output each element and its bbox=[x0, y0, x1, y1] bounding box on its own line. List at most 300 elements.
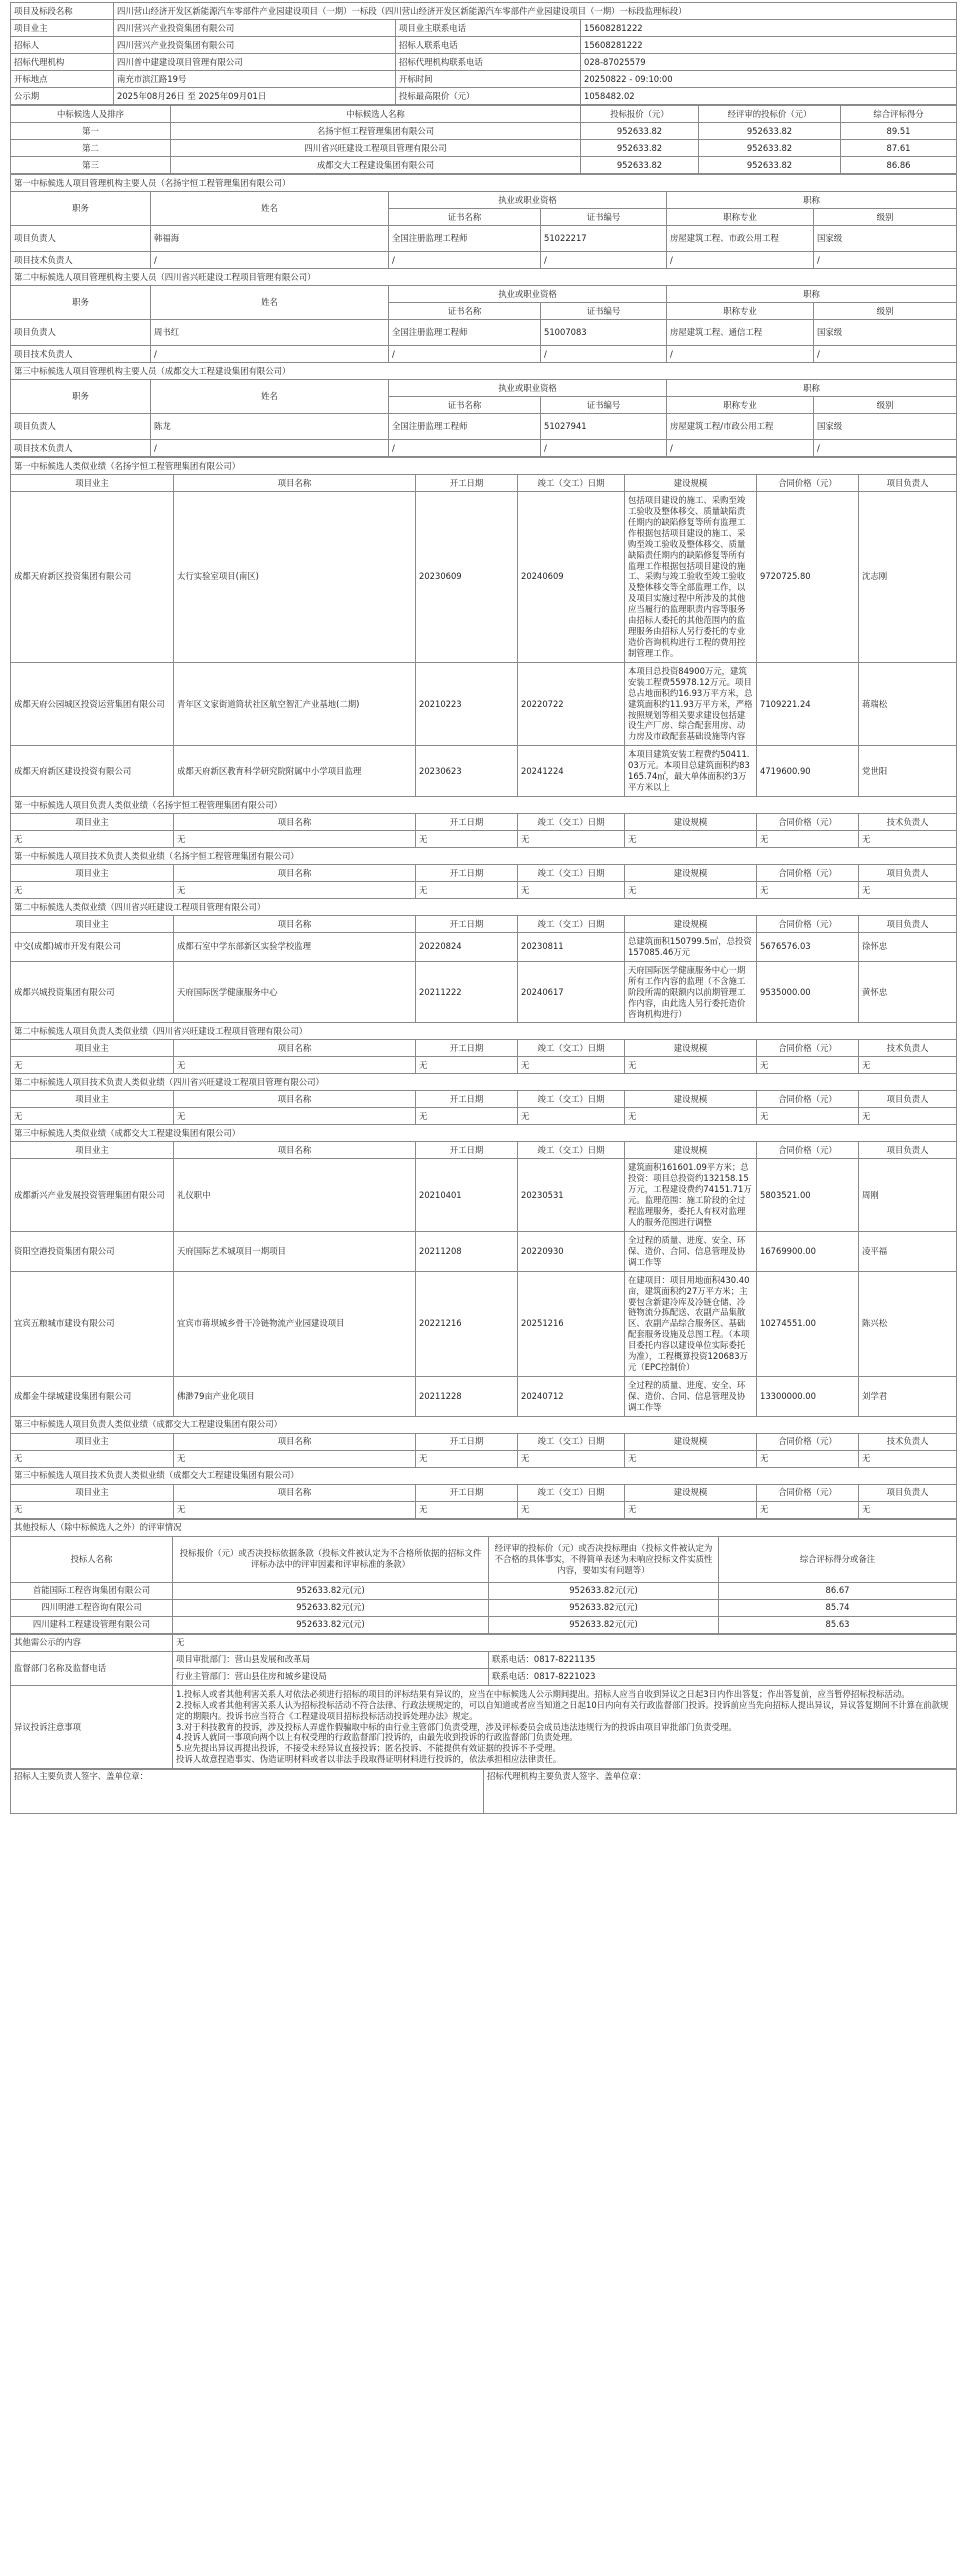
col-header: 项目名称 bbox=[174, 475, 416, 492]
table-row bbox=[11, 1159, 957, 1232]
cell: 第一 bbox=[11, 123, 171, 140]
cell: 无 bbox=[174, 1108, 416, 1125]
table-row bbox=[11, 830, 957, 847]
cell: 礼仪职中 bbox=[174, 1159, 416, 1232]
col-header: 级别 bbox=[814, 303, 957, 320]
cell: 无 bbox=[11, 1057, 174, 1074]
cell: 952633.82元(元) bbox=[489, 1616, 719, 1633]
info-label: 招标人联系电话 bbox=[396, 37, 581, 54]
cell: 无 bbox=[11, 1501, 174, 1518]
section-title: 第二中标候选人项目管理机构主要人员（四川省兴旺建设工程项目管理有限公司） bbox=[11, 269, 957, 286]
col-header: 技术负责人 bbox=[859, 1040, 957, 1057]
cell: 黄怀忠 bbox=[859, 961, 957, 1023]
cell: 无 bbox=[859, 1450, 957, 1467]
cell: 国家级 bbox=[814, 226, 957, 252]
col-header: 项目业主 bbox=[11, 1091, 174, 1108]
col-header: 项目负责人 bbox=[859, 1091, 957, 1108]
cell: / bbox=[541, 252, 667, 269]
cell: 房屋建筑工程、通信工程 bbox=[667, 320, 814, 346]
cell: 无 bbox=[625, 1108, 757, 1125]
table-header: 经评审的投标价（元） bbox=[699, 106, 841, 123]
col-header: 建设规模 bbox=[625, 475, 757, 492]
cell: 成都天府公园城区投资运营集团有限公司 bbox=[11, 662, 174, 745]
cell: 20251216 bbox=[518, 1271, 625, 1376]
cell: 天府国际医学健康服务中心 bbox=[174, 961, 416, 1023]
supervision-dept: 项目审批部门：营山县发展和改革局 bbox=[173, 1651, 489, 1668]
cell: 首能国际工程咨询集团有限公司 bbox=[11, 1582, 173, 1599]
col-header: 职称专业 bbox=[667, 397, 814, 414]
table-header: 综合评标得分 bbox=[841, 106, 957, 123]
col-header: 证书名称 bbox=[389, 397, 541, 414]
col-header: 姓名 bbox=[151, 192, 389, 226]
table-row bbox=[11, 414, 957, 440]
cell: 成都金牛绿城建设集团有限公司 bbox=[11, 1377, 174, 1417]
col-header: 项目名称 bbox=[174, 1484, 416, 1501]
section-title: 其他投标人（除中标候选人之外）的评审情况 bbox=[11, 1519, 957, 1536]
cell: 无 bbox=[174, 1057, 416, 1074]
col-header: 合同价格（元） bbox=[757, 813, 859, 830]
cell: 20221216 bbox=[416, 1271, 518, 1376]
cell: 无 bbox=[757, 1450, 859, 1467]
cell: 无 bbox=[174, 830, 416, 847]
table-row bbox=[11, 252, 957, 269]
supervision-label: 监督部门名称及监督电话 bbox=[11, 1651, 173, 1685]
col-header: 证书编号 bbox=[541, 397, 667, 414]
others-table bbox=[10, 1519, 957, 1634]
section-title: 第三中标候选人类似业绩（成都交大工程建设集团有限公司） bbox=[11, 1125, 957, 1142]
col-header: 姓名 bbox=[151, 286, 389, 320]
cell: 周刚 bbox=[859, 1159, 957, 1232]
cell: 无 bbox=[859, 1057, 957, 1074]
table-row bbox=[11, 1450, 957, 1467]
table-row bbox=[11, 1501, 957, 1518]
cell: / bbox=[814, 440, 957, 457]
cell: 韩福海 bbox=[151, 226, 389, 252]
cell: 国家级 bbox=[814, 320, 957, 346]
col-header: 开工日期 bbox=[416, 1433, 518, 1450]
col-header: 建设规模 bbox=[625, 1484, 757, 1501]
info-label: 开标地点 bbox=[11, 71, 114, 88]
info-value: 四川营兴产业投资集团有限公司 bbox=[114, 37, 396, 54]
objection-label: 异议投诉注意事项 bbox=[11, 1685, 173, 1768]
cell: / bbox=[389, 346, 541, 363]
col-header: 职务 bbox=[11, 192, 151, 226]
cell: 国家级 bbox=[814, 414, 957, 440]
col-header: 竣工（交工）日期 bbox=[518, 864, 625, 881]
col-header: 项目负责人 bbox=[859, 1484, 957, 1501]
cell: 陈兴松 bbox=[859, 1271, 957, 1376]
info-value: 15608281222 bbox=[581, 20, 957, 37]
col-header: 合同价格（元） bbox=[757, 864, 859, 881]
candidates-table bbox=[10, 105, 957, 174]
cell: 20230623 bbox=[416, 746, 518, 797]
col-header: 证书编号 bbox=[541, 209, 667, 226]
table-row bbox=[11, 1057, 957, 1074]
col-header: 执业或职业资格 bbox=[389, 286, 667, 303]
table-row bbox=[11, 140, 957, 157]
cell: 成都兴城投资集团有限公司 bbox=[11, 961, 174, 1023]
col-header: 执业或职业资格 bbox=[389, 380, 667, 397]
cell: 成都石室中学东部新区实验学校监理 bbox=[174, 932, 416, 961]
objection-item: 2.投标人或者其他利害关系人认为招标投标活动不符合法律、行政法规规定的，可以自知道或者应当知道之日起10日内向有关行政监督部门投诉。投诉前应当先向招标人提出异议，异议答复期间不计算在前款规定的期限内。投诉书应当符合《工程建设项目招标投标活动投诉处理办法》规定。 bbox=[176, 1699, 949, 1721]
cell: 全国注册监理工程师 bbox=[389, 320, 541, 346]
info-label: 投标最高限价（元） bbox=[396, 88, 581, 105]
cell: 20240617 bbox=[518, 961, 625, 1023]
cell: 952633.82元(元) bbox=[173, 1599, 489, 1616]
performance-table bbox=[10, 457, 957, 1519]
table-row bbox=[11, 1271, 957, 1376]
table-row bbox=[11, 662, 957, 745]
col-header: 合同价格（元） bbox=[757, 1484, 859, 1501]
cell: 项目技术负责人 bbox=[11, 346, 151, 363]
col-header: 项目负责人 bbox=[859, 475, 957, 492]
cell: 成都交大工程建设集团有限公司 bbox=[171, 157, 581, 174]
cell: 无 bbox=[518, 1108, 625, 1125]
cell: 无 bbox=[174, 1450, 416, 1467]
cell: 无 bbox=[11, 1450, 174, 1467]
col-header: 项目名称 bbox=[174, 864, 416, 881]
section-title: 第三中标候选人项目管理机构主要人员（成都交大工程建设集团有限公司） bbox=[11, 363, 957, 380]
col-header: 项目业主 bbox=[11, 1484, 174, 1501]
cell: 20211222 bbox=[416, 961, 518, 1023]
table-row bbox=[11, 746, 957, 797]
section-title: 第一中标候选人项目技术负责人类似业绩（名扬宇恒工程管理集团有限公司） bbox=[11, 847, 957, 864]
cell: 5676576.03 bbox=[757, 932, 859, 961]
section-title: 第三中标候选人项目负责人类似业绩（成都交大工程建设集团有限公司） bbox=[11, 1416, 957, 1433]
col-header: 合同价格（元） bbox=[757, 1142, 859, 1159]
table-row bbox=[11, 123, 957, 140]
cell: 无 bbox=[859, 881, 957, 898]
col-header: 职务 bbox=[11, 380, 151, 414]
cell: 89.51 bbox=[841, 123, 957, 140]
table-row bbox=[11, 226, 957, 252]
cell: 9535000.00 bbox=[757, 961, 859, 1023]
col-header: 项目业主 bbox=[11, 1433, 174, 1450]
cell: 952633.82 bbox=[581, 157, 699, 174]
col-header: 项目负责人 bbox=[859, 915, 957, 932]
cell: 无 bbox=[11, 881, 174, 898]
info-label: 开标时间 bbox=[396, 71, 581, 88]
cell: 全国注册监理工程师 bbox=[389, 414, 541, 440]
col-header: 项目名称 bbox=[174, 915, 416, 932]
cell: 四川建科工程建设管理有限公司 bbox=[11, 1616, 173, 1633]
col-header: 项目名称 bbox=[174, 1091, 416, 1108]
cell: 952633.82元(元) bbox=[173, 1616, 489, 1633]
col-header: 开工日期 bbox=[416, 864, 518, 881]
info-label: 招标代理机构联系电话 bbox=[396, 54, 581, 71]
cell: 项目技术负责人 bbox=[11, 252, 151, 269]
info-value: 南充市滨江路19号 bbox=[114, 71, 396, 88]
bid-result-notice bbox=[10, 0, 956, 1814]
cell: 建筑面积161601.09平方米；总投资：项目总投资约132158.15万元，工程建设费约74151.71万元。监理范围：施工阶段的全过程监理服务，委托人有权对监理人的服务范围进行调整 bbox=[625, 1159, 757, 1232]
cell: 成都天府新区教育科学研究院附属中小学项目监理 bbox=[174, 746, 416, 797]
info-label: 公示期 bbox=[11, 88, 114, 105]
cell: 四川省兴旺建设工程项目管理有限公司 bbox=[171, 140, 581, 157]
cell: 成都天府新区投资集团有限公司 bbox=[11, 492, 174, 663]
cell: / bbox=[541, 440, 667, 457]
cell: 无 bbox=[757, 1501, 859, 1518]
cell: 全国注册监理工程师 bbox=[389, 226, 541, 252]
cell: 包括项目建设的施工、采购至竣工验收及整体移交、质量缺陷责任期内的缺陷修复等所有监理工作根据包括项目建设的施工、采购至竣工验收及整体移交、质量缺陷责任期内的缺陷修复等所有监理工作根据包括项目建设的施工、采购与竣工验收至竣工验收及整体移交等全部监理工作，以及项目实施过程中所涉及的其他应当履行的监理职责内容等服务由招标人委托的其他范围内的监理服务由招标人另行委托的专业造价咨询机构进行工程的费用控制管理工作。 bbox=[625, 492, 757, 663]
section-title: 第一中标候选人项目负责人类似业绩（名扬宇恒工程管理集团有限公司） bbox=[11, 796, 957, 813]
cell: 无 bbox=[518, 1057, 625, 1074]
info-value: 2025年08月26日 至 2025年09月01日 bbox=[114, 88, 396, 105]
cell: / bbox=[814, 252, 957, 269]
cell: 无 bbox=[518, 830, 625, 847]
info-value: 四川普中建建设项目管理有限公司 bbox=[114, 54, 396, 71]
cell: / bbox=[151, 252, 389, 269]
col-header: 项目负责人 bbox=[859, 864, 957, 881]
cell: 5803521.00 bbox=[757, 1159, 859, 1232]
col-header: 合同价格（元） bbox=[757, 915, 859, 932]
cell: 总建筑面积150799.5㎡，总投资157085.46万元 bbox=[625, 932, 757, 961]
cell: 无 bbox=[416, 830, 518, 847]
cell: 在建项目：项目用地面积430.40亩，建筑面积约27万平方米；主要包含新建冷库及冷链仓储、冷链物流分拣配送、农副产品集散区、农副产品综合服务区、基础配套服务设施及总图工程。（本项目委托内容以建设单位实际委托为准），工程概算投资120683万元（EPC控制价） bbox=[625, 1271, 757, 1376]
col-header: 职称 bbox=[667, 380, 957, 397]
other-notice-value: 无 bbox=[173, 1634, 957, 1651]
info-value: 1058482.02 bbox=[581, 88, 957, 105]
cell: 无 bbox=[859, 1108, 957, 1125]
info-value: 15608281222 bbox=[581, 37, 957, 54]
col-header: 竣工（交工）日期 bbox=[518, 1142, 625, 1159]
cell: 20211228 bbox=[416, 1377, 518, 1417]
cell: 项目负责人 bbox=[11, 414, 151, 440]
cell: 刘学君 bbox=[859, 1377, 957, 1417]
cell: 952633.82 bbox=[699, 140, 841, 157]
table-row bbox=[11, 932, 957, 961]
cell: 太行实验室项目(南区) bbox=[174, 492, 416, 663]
col-header: 项目名称 bbox=[174, 1433, 416, 1450]
cell: 房屋建筑工程/市政公用工程 bbox=[667, 414, 814, 440]
cell: 16769900.00 bbox=[757, 1231, 859, 1271]
cell: 周书红 bbox=[151, 320, 389, 346]
cell: / bbox=[667, 346, 814, 363]
table-row bbox=[11, 1599, 957, 1616]
cell: 无 bbox=[174, 1501, 416, 1518]
supervision-tel: 联系电话：0817-8221023 bbox=[489, 1668, 957, 1685]
cell: 20220722 bbox=[518, 662, 625, 745]
col-header: 竣工（交工）日期 bbox=[518, 475, 625, 492]
col-header: 合同价格（元） bbox=[757, 1040, 859, 1057]
col-header: 项目名称 bbox=[174, 813, 416, 830]
cell: 952633.82 bbox=[699, 157, 841, 174]
col-header: 竣工（交工）日期 bbox=[518, 1484, 625, 1501]
supervision-tel: 联系电话：0817-8221135 bbox=[489, 1651, 957, 1668]
cell: 本项目总投资84900万元，建筑安装工程费55978.12万元。项目总占地面积约16.93万平方米，总建筑面积约11.93万平方米，严格按照规划等相关要求建设包括建设生产厂房、综合配套用房、动力房及市政配套基础设施等内容 bbox=[625, 662, 757, 745]
col-header: 职称专业 bbox=[667, 303, 814, 320]
cell: / bbox=[541, 346, 667, 363]
col-header: 建设规模 bbox=[625, 915, 757, 932]
col-header: 职称 bbox=[667, 286, 957, 303]
info-label: 项目业主联系电话 bbox=[396, 20, 581, 37]
col-header: 执业或职业资格 bbox=[389, 192, 667, 209]
table-row bbox=[11, 1231, 957, 1271]
cell: 952633.82 bbox=[581, 140, 699, 157]
cell: 952633.82 bbox=[581, 123, 699, 140]
col-header: 建设规模 bbox=[625, 813, 757, 830]
col-header: 建设规模 bbox=[625, 864, 757, 881]
col-header: 竣工（交工）日期 bbox=[518, 813, 625, 830]
project-name-label: 项目及标段名称 bbox=[11, 3, 114, 20]
cell: 陈龙 bbox=[151, 414, 389, 440]
section-title: 第三中标候选人项目技术负责人类似业绩（成都交大工程建设集团有限公司） bbox=[11, 1467, 957, 1484]
cell: 天府国际医学健康服务中心一期所有工作内容的监理（不含施工阶段所需的限额内以前期管理工作内容，由此选人另行委托造价咨询机构进行） bbox=[625, 961, 757, 1023]
col-header: 竣工（交工）日期 bbox=[518, 1040, 625, 1057]
cell: 9720725.80 bbox=[757, 492, 859, 663]
cell: 20241224 bbox=[518, 746, 625, 797]
cell: 佛渺79亩产业化项目 bbox=[174, 1377, 416, 1417]
col-header: 综合评标得分或备注 bbox=[719, 1536, 957, 1582]
cell: 952633.82元(元) bbox=[489, 1599, 719, 1616]
cell: 成都新兴产业发展投资管理集团有限公司 bbox=[11, 1159, 174, 1232]
cell: 无 bbox=[625, 1501, 757, 1518]
table-header: 中标候选人名称 bbox=[171, 106, 581, 123]
cell: 无 bbox=[11, 1108, 174, 1125]
info-value: 028-87025579 bbox=[581, 54, 957, 71]
table-row bbox=[11, 1108, 957, 1125]
table-row bbox=[11, 881, 957, 898]
cell: 无 bbox=[757, 1057, 859, 1074]
cell: 蒋瑞松 bbox=[859, 662, 957, 745]
cell: 无 bbox=[416, 881, 518, 898]
signature-table bbox=[10, 1769, 957, 1814]
col-header: 级别 bbox=[814, 397, 957, 414]
table-row bbox=[11, 1582, 957, 1599]
tenderer-signature: 招标人主要负责人签字、盖单位章： bbox=[11, 1770, 484, 1814]
cell: 20230811 bbox=[518, 932, 625, 961]
col-header: 姓名 bbox=[151, 380, 389, 414]
section-title: 第二中标候选人项目负责人类似业绩（四川省兴旺建设工程项目管理有限公司） bbox=[11, 1023, 957, 1040]
col-header: 开工日期 bbox=[416, 475, 518, 492]
col-header: 竣工（交工）日期 bbox=[518, 915, 625, 932]
cell: 无 bbox=[416, 1108, 518, 1125]
info-label: 招标代理机构 bbox=[11, 54, 114, 71]
footer-table bbox=[10, 1634, 957, 1769]
col-header: 投标人名称 bbox=[11, 1536, 173, 1582]
table-row bbox=[11, 440, 957, 457]
col-header: 合同价格（元） bbox=[757, 1433, 859, 1450]
col-header: 竣工（交工）日期 bbox=[518, 1091, 625, 1108]
info-label: 招标人 bbox=[11, 37, 114, 54]
cell: 10274551.00 bbox=[757, 1271, 859, 1376]
table-row bbox=[11, 1377, 957, 1417]
personnel-table bbox=[10, 174, 957, 457]
cell: 项目负责人 bbox=[11, 226, 151, 252]
col-header: 级别 bbox=[814, 209, 957, 226]
objection-item: 4.投诉人就同一事项向两个以上有权受理的行政监督部门投诉的，由最先收到投诉的行政监督部门负责处理。 bbox=[176, 1732, 578, 1743]
cell: 20240712 bbox=[518, 1377, 625, 1417]
cell: 本项目建筑安装工程费约50411.03万元。本项目总建筑面积约83165.74㎡，最大单体面积约3万平方米以上 bbox=[625, 746, 757, 797]
cell: 党世阳 bbox=[859, 746, 957, 797]
cell: 无 bbox=[174, 881, 416, 898]
cell: / bbox=[151, 440, 389, 457]
col-header: 项目名称 bbox=[174, 1142, 416, 1159]
col-header: 开工日期 bbox=[416, 1040, 518, 1057]
cell: 中交(成都)城市开发有限公司 bbox=[11, 932, 174, 961]
basic-info-table bbox=[10, 2, 957, 105]
col-header: 经评审的投标价（元）或否决投标理由（投标文件被认定为不合格的具体事实，不得简单表述为未响应投标文件实质性内容，要如实有问题等） bbox=[489, 1536, 719, 1582]
col-header: 开工日期 bbox=[416, 1142, 518, 1159]
cell: 20230531 bbox=[518, 1159, 625, 1232]
cell: 85.63 bbox=[719, 1616, 957, 1633]
col-header: 项目业主 bbox=[11, 475, 174, 492]
objection-item: 3.对于科技教育的投诉，涉及投标人弄虚作假骗取中标的由行业主管部门负责受理，涉及评标委员会成员违法违规行为的投诉由项目审批部门负责受理。 bbox=[176, 1721, 737, 1732]
cell: / bbox=[667, 440, 814, 457]
section-title: 第二中标候选人类似业绩（四川省兴旺建设工程项目管理有限公司） bbox=[11, 898, 957, 915]
section-title: 第一中标候选人类似业绩（名扬宇恒工程管理集团有限公司） bbox=[11, 458, 957, 475]
cell: / bbox=[151, 346, 389, 363]
cell: 第二 bbox=[11, 140, 171, 157]
table-header: 中标候选人及排序 bbox=[11, 106, 171, 123]
cell: 20211208 bbox=[416, 1231, 518, 1271]
cell: 20230609 bbox=[416, 492, 518, 663]
col-header: 合同价格（元） bbox=[757, 475, 859, 492]
cell: 51027941 bbox=[541, 414, 667, 440]
agency-signature: 招标代理机构主要负责人签字、盖单位章： bbox=[484, 1770, 957, 1814]
info-value: 20250822 - 09:10:00 bbox=[581, 71, 957, 88]
cell: 全过程的质量、进度、安全、环保、造价、合同、信息管理及协调工作等 bbox=[625, 1231, 757, 1271]
info-value: 四川营兴产业投资集团有限公司 bbox=[114, 20, 396, 37]
cell: 无 bbox=[416, 1450, 518, 1467]
cell: 四川明港工程咨询有限公司 bbox=[11, 1599, 173, 1616]
col-header: 开工日期 bbox=[416, 813, 518, 830]
col-header: 竣工（交工）日期 bbox=[518, 1433, 625, 1450]
table-row bbox=[11, 320, 957, 346]
col-header: 开工日期 bbox=[416, 1091, 518, 1108]
col-header: 合同价格（元） bbox=[757, 1091, 859, 1108]
col-header: 开工日期 bbox=[416, 1484, 518, 1501]
cell: 无 bbox=[625, 881, 757, 898]
col-header: 职称 bbox=[667, 192, 957, 209]
project-name-value: 四川营山经济开发区新能源汽车零部件产业园建设项目（一期）一标段（四川营山经济开发区新能源汽车零部件产业园建设项目（一期）一标段监理标段） bbox=[114, 3, 957, 20]
table-row bbox=[11, 157, 957, 174]
objection-item: 5.应先提出异议再提出投诉，不接受未经异议直接投诉；匿名投诉、不能提供有效证据的投诉不予受理。 bbox=[176, 1743, 561, 1754]
objection-item: 投诉人故意捏造事实、伪造证明材料或者以非法手段取得证明材料进行投诉的，依法承担相应法律责任。 bbox=[176, 1754, 562, 1765]
col-header: 项目负责人 bbox=[859, 1142, 957, 1159]
cell: 青年区文家街道筒状社区航空智汇产业基地(二期) bbox=[174, 662, 416, 745]
cell: 无 bbox=[416, 1501, 518, 1518]
cell: 20210401 bbox=[416, 1159, 518, 1232]
cell: 第三 bbox=[11, 157, 171, 174]
col-header: 项目名称 bbox=[174, 1040, 416, 1057]
cell: / bbox=[389, 252, 541, 269]
objection-content bbox=[173, 1685, 957, 1768]
cell: 20220824 bbox=[416, 932, 518, 961]
col-header: 建设规模 bbox=[625, 1142, 757, 1159]
cell: 成都天府新区建设投资有限公司 bbox=[11, 746, 174, 797]
cell: 85.74 bbox=[719, 1599, 957, 1616]
col-header: 技术负责人 bbox=[859, 1433, 957, 1450]
cell: 无 bbox=[757, 1108, 859, 1125]
cell: 无 bbox=[416, 1057, 518, 1074]
col-header: 建设规模 bbox=[625, 1433, 757, 1450]
supervision-dept: 行业主管部门：营山县住房和城乡建设局 bbox=[173, 1668, 489, 1685]
col-header: 项目业主 bbox=[11, 1142, 174, 1159]
cell: 资阳空港投资集团有限公司 bbox=[11, 1231, 174, 1271]
section-title: 第二中标候选人项目技术负责人类似业绩（四川省兴旺建设工程项目管理有限公司） bbox=[11, 1074, 957, 1091]
cell: 全过程的质量、进度、安全、环保、造价、合同、信息管理及协调工作等 bbox=[625, 1377, 757, 1417]
cell: 无 bbox=[859, 830, 957, 847]
cell: 无 bbox=[625, 830, 757, 847]
cell: 7109221.24 bbox=[757, 662, 859, 745]
col-header: 项目业主 bbox=[11, 813, 174, 830]
cell: 天府国际艺术城项目一期项目 bbox=[174, 1231, 416, 1271]
col-header: 证书名称 bbox=[389, 209, 541, 226]
cell: 无 bbox=[625, 1450, 757, 1467]
cell: 无 bbox=[518, 1450, 625, 1467]
cell: 项目负责人 bbox=[11, 320, 151, 346]
cell: 无 bbox=[518, 881, 625, 898]
